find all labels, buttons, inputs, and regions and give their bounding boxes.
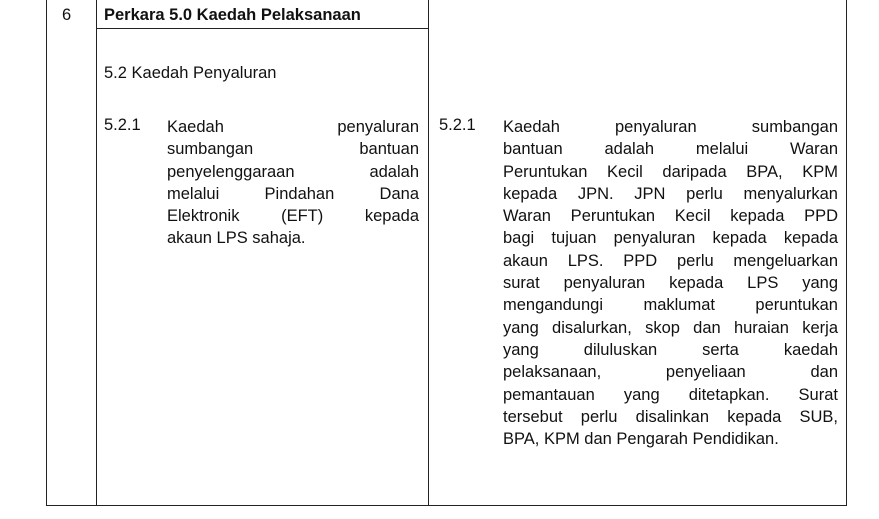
right-line: Peruntukan Kecil daripada BPA, KPM: [503, 162, 838, 181]
column-divider-number: [96, 0, 97, 505]
left-line: melalui Pindahan Dana: [167, 184, 419, 203]
right-clause-text: [503, 116, 838, 450]
right-line: yang disalurkan, skop dan huraian kerja: [503, 318, 838, 337]
right-line: pemantauan yang ditetapkan. Surat: [503, 385, 838, 404]
right-clause-number: 5.2.1: [439, 116, 476, 134]
left-line: penyelenggaraan adalah: [167, 162, 419, 181]
right-line: yang diluluskan serta kaedah: [503, 340, 838, 359]
left-clause-number: 5.2.1: [104, 116, 141, 134]
left-line: Elektronik (EFT) kepada: [167, 207, 419, 226]
row-number: 6: [62, 6, 72, 24]
right-line: Waran Peruntukan Kecil kepada PPD: [503, 207, 838, 226]
right-line: pelaksanaan, penyeliaan dan: [503, 363, 838, 382]
right-line: BPA, KPM dan Pengarah Pendidikan.: [503, 430, 779, 449]
left-clause-text: [167, 116, 419, 250]
subsection-heading: 5.2 Kaedah Penyaluran: [104, 64, 277, 82]
section-heading: Perkara 5.0 Kaedah Pelaksanaan: [104, 6, 361, 24]
right-line: tersebut perlu disalinkan kepada SUB,: [503, 407, 838, 426]
left-line: Kaedah penyaluran: [167, 118, 419, 136]
right-line: bagi tujuan penyaluran kepada kepada: [503, 229, 838, 248]
heading-underline: [96, 28, 428, 29]
right-line: bantuan adalah melalui Waran: [503, 140, 838, 159]
right-line: Kaedah penyaluran sumbangan: [503, 118, 838, 136]
left-line: akaun LPS sahaja.: [167, 229, 306, 248]
column-divider-middle: [428, 0, 429, 505]
left-line: sumbangan bantuan: [167, 140, 419, 159]
right-line: akaun LPS. PPD perlu mengeluarkan: [503, 251, 838, 270]
right-line: kepada JPN. JPN perlu menyalurkan: [503, 184, 838, 203]
right-line: surat penyaluran kepada LPS yang: [503, 274, 838, 293]
right-line: mengandungi maklumat peruntukan: [503, 296, 838, 315]
